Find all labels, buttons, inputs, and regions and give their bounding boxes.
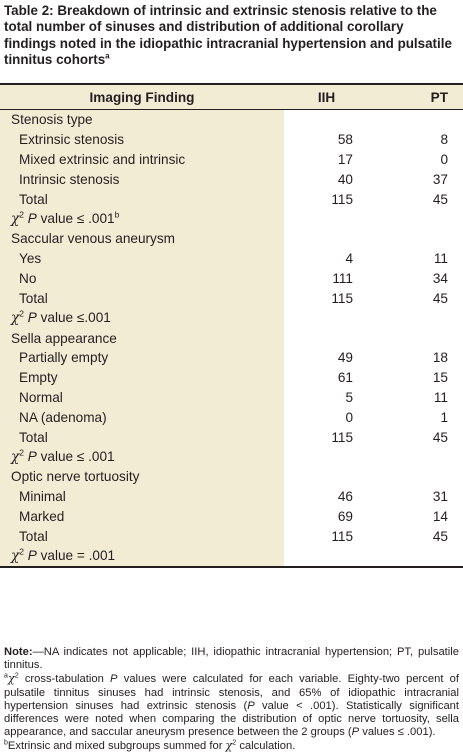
header-pt: PT: [369, 84, 463, 110]
pvalue-text: value ≤.001: [36, 310, 111, 326]
table-row: [0, 169, 463, 189]
footnote-a-text: value < .001). Statistically significant differences were noted when comparing the distribution of optic nerve tortuosity, sella appearance, and saccular aneurysm presence between the 2 groups (: [4, 699, 459, 739]
section-header-row: [0, 229, 463, 249]
section-title: Stenosis type: [0, 110, 284, 130]
pt-value: 14: [432, 508, 448, 524]
note-label: Note:: [4, 646, 33, 658]
section-header-row: [0, 328, 463, 348]
row-label: Intrinsic stenosis: [0, 169, 284, 189]
section-title: Saccular venous aneurysm: [0, 229, 284, 249]
empty-cell: [369, 229, 463, 249]
table-row: [0, 189, 463, 209]
row-label: Extrinsic stenosis: [0, 130, 284, 150]
iih-value: 115: [331, 191, 353, 207]
row-label: Marked: [0, 507, 284, 527]
iih-value: 0: [345, 409, 353, 425]
empty-cell: [284, 447, 369, 467]
p-symbol: P: [110, 673, 118, 686]
table-row: [0, 130, 463, 150]
section-header-row: [0, 467, 463, 487]
empty-cell: [284, 110, 369, 130]
chi-exponent: 2: [19, 209, 24, 220]
footnote-b-text: Extrinsic and mixed subgroups summed for: [7, 740, 226, 753]
pt-value: 1: [440, 409, 448, 425]
row-label: Total: [0, 427, 284, 447]
empty-cell: [369, 308, 463, 328]
p-symbol: P: [247, 699, 255, 712]
footnote-b: [4, 739, 459, 753]
section-header-row: [0, 110, 463, 130]
chi-symbol: χ: [11, 548, 20, 565]
empty-cell: [369, 447, 463, 467]
iih-value: 5: [345, 390, 353, 405]
pvalue-text: value = .001: [36, 548, 116, 564]
note-text: —NA indicates not applicable; IIH, idiopathic intracranial hypertension; PT, pulsatile tinnitus.: [4, 646, 459, 672]
chi-symbol: χ: [225, 739, 233, 753]
pt-value: 15: [432, 370, 448, 386]
pvalue-row: [0, 447, 463, 467]
table-row: [0, 427, 463, 447]
empty-cell: [369, 328, 463, 348]
chi-exponent: 2: [19, 308, 24, 319]
table-row: [0, 150, 463, 170]
pvalue-row: [0, 209, 463, 229]
p-symbol: P: [27, 310, 37, 326]
table-row: [0, 288, 463, 308]
pvalue-label: [0, 546, 284, 567]
note-general: [4, 646, 459, 672]
p-symbol: P: [27, 211, 37, 227]
empty-cell: [284, 308, 369, 328]
chi-exponent: 2: [19, 447, 24, 458]
row-label: Total: [0, 288, 284, 308]
caption-footnote-marker: a: [105, 51, 110, 61]
row-label: NA (adenoma): [0, 407, 284, 427]
empty-cell: [284, 209, 369, 229]
table-row: [0, 249, 463, 269]
empty-cell: [284, 328, 369, 348]
chi-exponent: 2: [14, 672, 19, 680]
pvalue-label: [0, 209, 284, 229]
table-row: [0, 526, 463, 546]
header-imaging-finding: Imaging Finding: [0, 84, 284, 110]
row-label: Partially empty: [0, 348, 284, 368]
iih-value: 49: [337, 350, 353, 366]
iih-value: 115: [331, 429, 353, 445]
table-row: [0, 487, 463, 507]
chi-symbol: χ: [7, 672, 15, 686]
pt-value: 0: [440, 152, 448, 168]
iih-value: 17: [337, 152, 353, 168]
footnote-a-marker: a: [4, 672, 8, 680]
pvalue-text: value ≤ .001: [36, 211, 115, 227]
p-symbol: P: [27, 548, 37, 564]
footnote-b-marker: b: [4, 739, 8, 747]
row-label: Total: [0, 189, 284, 209]
footnote-a: [4, 672, 459, 739]
chi-symbol: χ: [11, 448, 20, 465]
row-label: Mixed extrinsic and intrinsic: [0, 150, 284, 170]
caption-text: Table 2: Breakdown of intrinsic and extrinsic stenosis relative to the total number of sinuses and distribution of additional corollary findings noted in the idiopathic intracranial hypertension and pulsatile tinnitus cohorts: [4, 3, 452, 68]
data-table: [0, 83, 463, 568]
chi-symbol: χ: [11, 211, 20, 228]
section-title: Sella appearance: [0, 328, 284, 348]
table-body: [0, 110, 463, 568]
row-label: Normal: [0, 388, 284, 408]
empty-cell: [369, 467, 463, 487]
iih-value: 111: [332, 271, 353, 287]
pt-value: 45: [432, 429, 448, 445]
iih-value: 69: [337, 508, 353, 524]
pt-value: 45: [432, 528, 448, 544]
footnote-b-text: calculation.: [236, 740, 296, 753]
empty-cell: [369, 209, 463, 229]
iih-value: 115: [331, 528, 353, 544]
empty-cell: [284, 546, 369, 567]
p-symbol: P: [27, 448, 37, 464]
pvalue-row: [0, 308, 463, 328]
pvalue-label: [0, 447, 284, 467]
table-row: [0, 368, 463, 388]
iih-value: 58: [337, 132, 353, 148]
pt-value: 37: [432, 171, 448, 187]
empty-cell: [369, 110, 463, 130]
empty-cell: [284, 229, 369, 249]
empty-cell: [369, 546, 463, 567]
footnote-a-text: values ≤ .001).: [359, 726, 436, 739]
chi-symbol: χ: [11, 310, 20, 327]
footnote-a-text: cross-tabulation: [18, 673, 111, 686]
table-caption: [0, 0, 463, 82]
section-title: Optic nerve tortuosity: [0, 467, 284, 487]
pt-value: 18: [432, 350, 448, 366]
iih-value: 40: [337, 171, 353, 187]
row-label: Total: [0, 526, 284, 546]
p-symbol: P: [351, 726, 360, 739]
pvalue-label: [0, 308, 284, 328]
pt-value: 45: [432, 191, 448, 207]
table-row: [0, 269, 463, 289]
table-row: [0, 507, 463, 527]
pt-value: 31: [432, 489, 448, 505]
pvalue-text: value ≤ .001: [36, 448, 115, 464]
row-label: No: [0, 269, 284, 289]
pt-value: 34: [432, 271, 448, 287]
row-label: Yes: [0, 249, 284, 269]
pvalue-row: [0, 546, 463, 567]
row-label: Minimal: [0, 487, 284, 507]
table-row: [0, 348, 463, 368]
footnote-a-text: values were calculated for each variable. Eighty-two percent of pulsatile tinnitus sinuses had intrinsic stenosis, and 65% of idiopathic intracranial hypertension sinuses had extrinsic stenosis (: [4, 673, 459, 712]
pt-value: 11: [433, 390, 448, 405]
iih-value: 61: [337, 370, 353, 386]
table-row: [0, 407, 463, 427]
pt-value: 8: [440, 132, 448, 148]
pt-value: 11: [433, 251, 448, 267]
chi-exponent: 2: [232, 739, 237, 747]
empty-cell: [284, 467, 369, 487]
header-row: [0, 84, 463, 110]
footnote-marker: b: [114, 209, 120, 220]
iih-value: 46: [337, 489, 353, 505]
iih-value: 115: [331, 290, 353, 306]
table-notes: [0, 646, 463, 754]
table-row: [0, 388, 463, 408]
row-label: Empty: [0, 368, 284, 388]
header-iih: IIH: [284, 84, 369, 110]
pt-value: 45: [432, 290, 448, 306]
iih-value: 4: [345, 251, 353, 267]
chi-exponent: 2: [19, 546, 24, 557]
